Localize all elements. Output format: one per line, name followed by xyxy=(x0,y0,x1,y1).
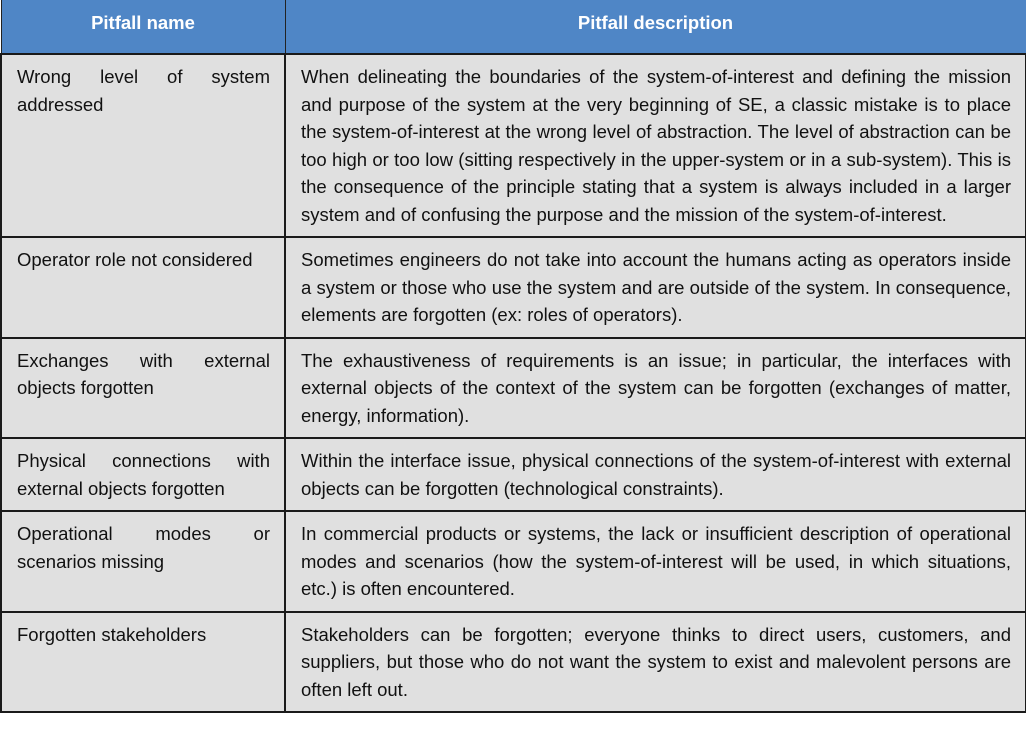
table-row xyxy=(1,612,1026,713)
table-row xyxy=(1,438,1026,511)
pitfall-description-cell: Stakeholders can be forgotten; everyone thinks to direct users, customers, and suppliers, but those who do not want the system to exist and malevolent persons are often left out. xyxy=(285,612,1026,713)
pitfall-name-cell: Operational modes or scenarios missing xyxy=(1,511,285,612)
pitfall-name-cell: Wrong level of system addressed xyxy=(1,54,285,237)
table-row xyxy=(1,511,1026,612)
header-row xyxy=(1,0,1026,54)
header-pitfall-description: Pitfall description xyxy=(285,0,1026,54)
pitfall-description-cell: Sometimes engineers do not take into account the humans acting as operators inside a system or those who use the system and are outside of the system. In consequence, elements are forgotten (ex: roles of operators). xyxy=(285,237,1026,338)
pitfall-description-cell: Within the interface issue, physical connections of the system-of-interest with external objects can be forgotten (technological constraints). xyxy=(285,438,1026,511)
pitfall-description-cell: When delineating the boundaries of the system-of-interest and defining the mission and purpose of the system at the very beginning of SE, a classic mistake is to place the system-of-interest at the wrong level of abstraction. The level of abstraction can be too high or too low (sitting respectively in the upper-system or in a sub-system). This is the consequence of the principle stating that a system is always included in a larger system and of confusing the purpose and the mission of the system-of-interest. xyxy=(285,54,1026,237)
table-row xyxy=(1,237,1026,338)
pitfall-name-cell: Operator role not considered xyxy=(1,237,285,338)
pitfall-description-cell: The exhaustiveness of requirements is an issue; in particular, the interfaces with external objects of the context of the system can be forgotten (exchanges of matter, energy, information). xyxy=(285,338,1026,439)
header-pitfall-name: Pitfall name xyxy=(1,0,285,54)
pitfall-name-cell: Exchanges with external objects forgotten xyxy=(1,338,285,439)
table-header xyxy=(1,0,1026,54)
table-row xyxy=(1,338,1026,439)
table-row xyxy=(1,54,1026,237)
table-body xyxy=(1,54,1026,712)
pitfall-name-cell: Physical connections with external objects forgotten xyxy=(1,438,285,511)
pitfall-description-cell: In commercial products or systems, the lack or insufficient description of operational modes and scenarios (how the system-of-interest will be used, in which situations, etc.) is often encountered. xyxy=(285,511,1026,612)
pitfall-name-cell: Forgotten stakeholders xyxy=(1,612,285,713)
